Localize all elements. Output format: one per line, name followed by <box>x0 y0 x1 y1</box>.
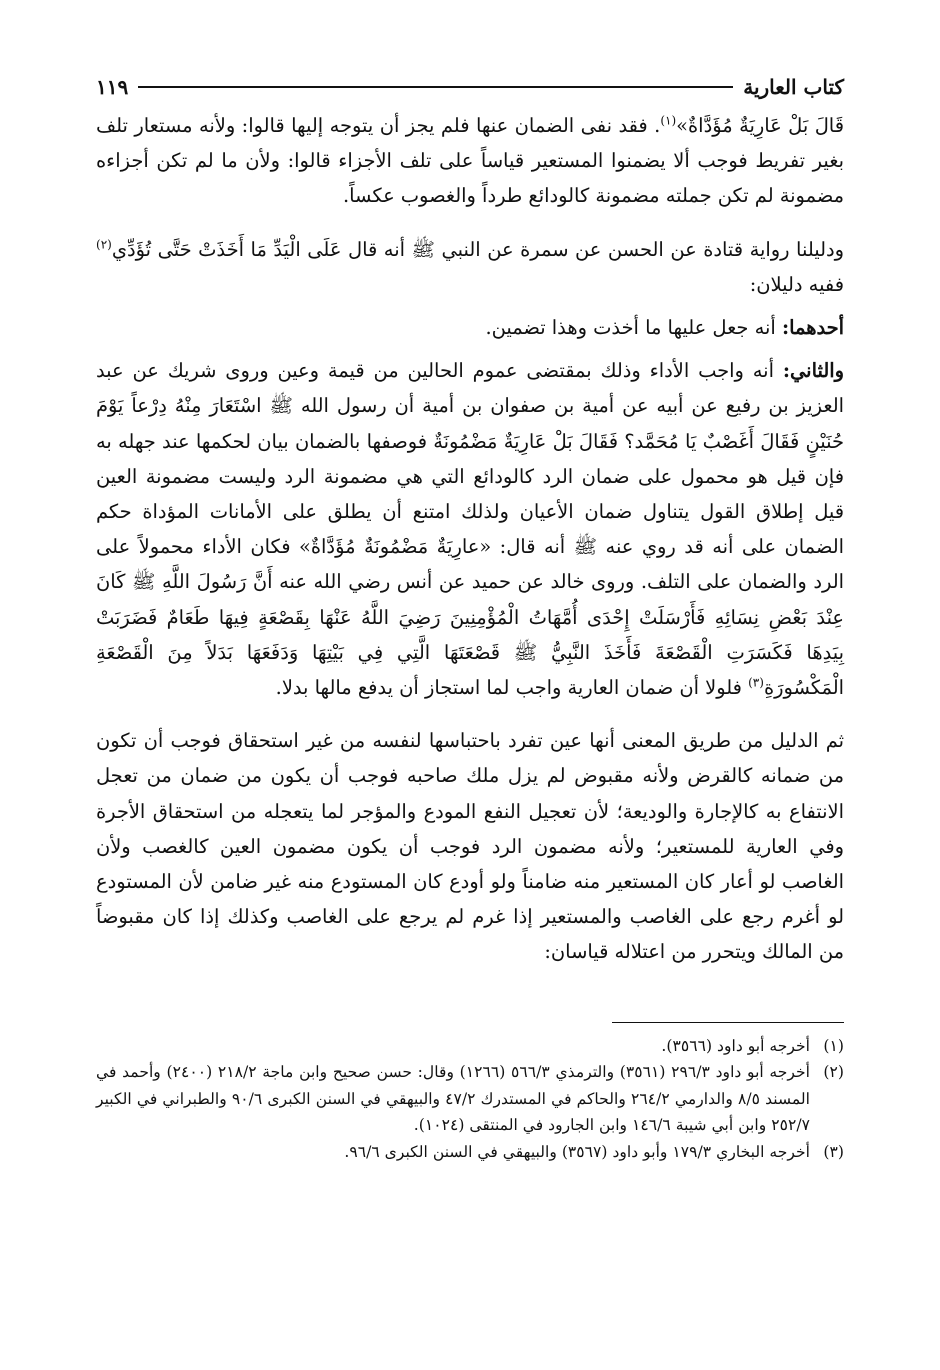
footnote-2-number: (٢) <box>823 1063 844 1082</box>
paragraph-5: ثم الدليل من طريق المعنى أنها عين تفرد باحتباسها لنفسه من غير استحقاق فوجب أن تكون من ضمانه كالقرض ولأنه مقبوض لم يزل ملك صاحبه فوجب أن يكون من ضمان من تعجل الانتفاع به كالإجارة والوديعة؛ لأن تعجيل النفع المودع والمؤجر لما يتعجله من استحقاق الأجرة وفي العارية للمستعير؛ ولأنه مضمون الرد فوجب أن يكون مضمون العين كالغصب ولأن الغاصب لو أعار كان المستعير منه ضامناً ولو أودع كان المستودع منه غير ضامن لأن المستودع لو أغرم رجع على الغاصب والمستعير إذا غرم لم يرجع على الغاصب وكذلك إذا كان مقبوضاً من المالك ويتحرر من اعتلاله قياسان: <box>96 729 844 964</box>
paragraph-3-lead: أحدهما: <box>781 316 844 340</box>
footnote-3 <box>96 1139 844 1166</box>
chapter-title: كتاب العارية <box>743 75 844 99</box>
paragraph-2-text-b: ففيه دليلان: <box>749 272 844 296</box>
paragraph-4-text-b: فلولا أن ضمان العارية واجب لما استجاز أن يدفع مالها بدلا. <box>275 676 749 700</box>
header-rule <box>138 86 733 88</box>
page <box>96 70 844 1165</box>
paragraph-4-lead: والثاني: <box>782 359 844 383</box>
paragraph-1 <box>96 108 844 214</box>
paragraph-2-text-a: ودليلنا رواية قتادة عن الحسن عن سمرة عن النبي ﷺ أنه قال عَلَى الْيَدِّ مَا أَخَذَتْ حَتَّى تُؤَدِّي <box>111 237 844 261</box>
footnote-1-text: أخرجه أبو داود (٣٥٦٦). <box>661 1036 810 1055</box>
footnote-3-number: (٣) <box>823 1142 844 1161</box>
page-number: ١١٩ <box>96 75 129 99</box>
footnotes <box>96 1033 844 1166</box>
footnote-1 <box>96 1033 844 1060</box>
footnote-2-text: أخرجه أبو داود ٢٩٦/٣ (٣٥٦١) والترمذي ٥٦٦/٣ (١٢٦٦) وقال: حسن صحيح وابن ماجة ٢١٨/٢ (٢٤٠٠) وأحمد في المسند ٨/٥ والدارمي ٢٦٤/٢ والحاكم في المستدرك ٤٧/٢ والبيهقي في السنن الكبرى ٩٠/٦ والطبراني في الكبير ٢٥٢/٧ وابن أبي شيبة ١٤٦/٦ وابن الجارود في المنتقى (١٠٢٤). <box>96 1063 811 1135</box>
paragraph-2 <box>96 232 844 302</box>
paragraph-3-text: أنه جعل عليها ما أخذت وهذا تضمين. <box>485 316 782 340</box>
footnote-rule <box>612 1022 844 1023</box>
footnote-ref-2: (٢) <box>96 237 112 252</box>
body-text <box>96 108 844 970</box>
footnote-ref-1: (١) <box>660 113 677 128</box>
paragraph-1-text-b: . فقد نفى الضمان عنها فلم يجز أن يتوجه إليها قالوا: ولأنه مستعار تلف بغير تفريط فوجب ألا يضمنوا المستعير قياساً على تلف الأجزاء قالوا: ولأن ما لم تكن أجزاءه مضمونة لم تكن جملته مضمونة كالودائع طرداً والغصوب عكساً. <box>96 114 844 208</box>
paragraph-1-text-a: قَالَ بَلْ عَارِيَةٌ مُؤَدَّاةٌ» <box>676 114 844 137</box>
paragraph-4 <box>96 353 844 705</box>
footnote-1-number: (١) <box>823 1036 844 1055</box>
footnote-ref-3: (٣) <box>748 675 764 690</box>
running-header <box>96 70 844 104</box>
footnote-3-text: أخرجه البخاري ١٧٩/٣ وأبو داود (٣٥٦٧) والبيهقي في السنن الكبرى ٩٦/٦. <box>344 1142 810 1161</box>
footnote-2 <box>96 1059 844 1139</box>
paragraph-4-text-a: أنه واجب الأداء وذلك بمقتضى عموم الحالين من قيمة وعين وروى شريك عن عبد العزيز بن رفيع عن أبيه عن أمية بن صفوان بن أمية أن رسول الله ﷺ اسْتَعَارَ مِنْهُ دِرْعاً يَوْمَ حُنَيْنٍ فَقَالَ أَغَصْبٌ يَا مُحَمَّد؟ فَقَالَ بَلْ عَارِيَةٌ مَضْمُونَةٌ فوصفها بالضمان بيان لحكمها عند جهله به فإن قيل هو محمول على ضمان الرد كالودائع التي هي مضمونة الرد وليست مضمونة العين قيل إطلاق القول يتناول ضمان الأعيان ولذلك امتنع أن يطلق على الأمانات المؤداة حكم الضمان على أنه قد روي عنه ﷺ أنه قال: «عارِيَةٌ مَضْمُونَةٌ مُؤَدَّاةٌ» فكان الأداء محمولاً على الرد والضمان على التلف. وروى خالد عن حميد عن أنس رضي الله عنه أَنَّ رَسُولَ اللَّهِ ﷺ كَانَ عِنْدَ بَعْضِ نِسَائِهِ فَأَرْسَلَتْ إِحْدَى أُمَّهَاتُ الْمُؤْمِنِينَ رَضِيَ اللَّهُ عَنْهَا بِقَصْعَةٍ فِيهَا طَعَامٌ فَضَرَبَتْ بِيَدِهَا فَكَسَرَتِ الْقَصْعَةَ فَأَخَذَ النَّبِيُّ ﷺ قَصْعَتَهَا الَّتِي فِي بَيْتِهَا وَدَفَعَهَا بَدَلاً مِنَ الْقَصْعَةِ الْمَكْسُورَةِ <box>96 359 844 700</box>
paragraph-3 <box>96 310 844 345</box>
